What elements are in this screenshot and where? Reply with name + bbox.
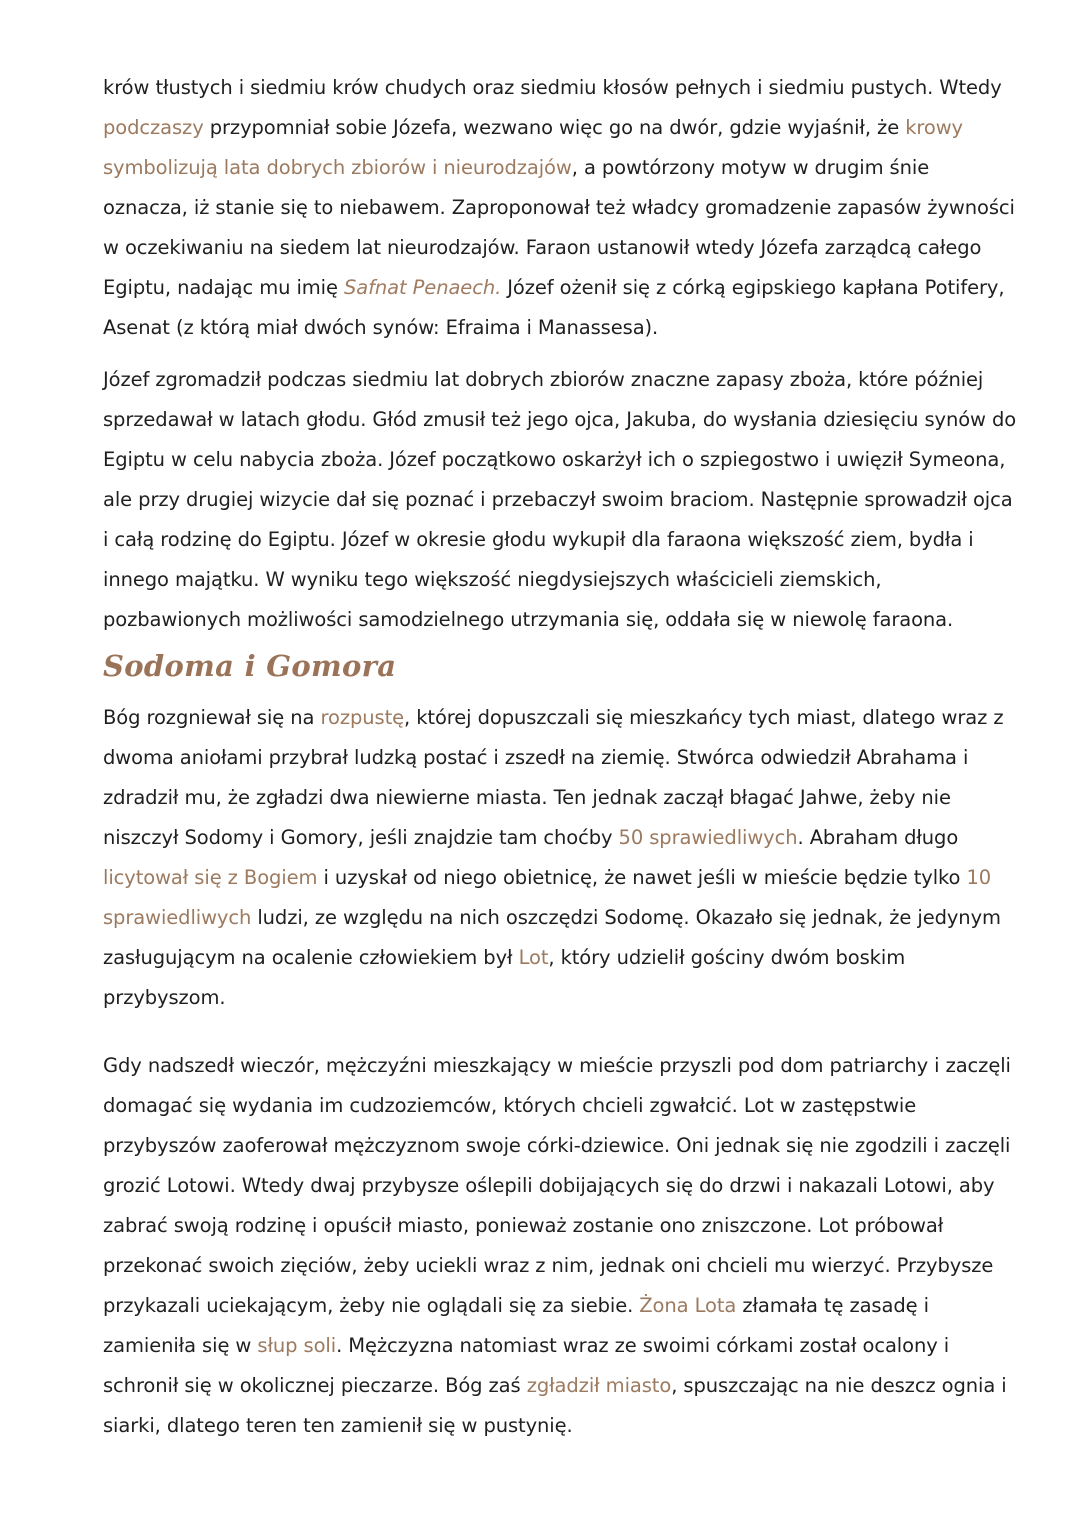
text-run: , a powtórzony motyw w drugim śnie oznacza, iż stanie się to niebawem. Zaproponował też władcy gromadzenie zapasów żywności w oczekiwaniu na siedem lat nieurodzajów. Faraon ustanowił wtedy Józefa zarządcą całego Egiptu, nadając mu imię bbox=[103, 156, 1015, 299]
highlight-licytowal-sie: licytował się z Bogiem bbox=[103, 866, 318, 889]
text-run: krów tłustych i siedmiu krów chudych oraz siedmiu kłosów pełnych i siedmiu pustych. Wtedy bbox=[103, 76, 1002, 99]
section-heading-sodoma-i-gomora: Sodoma i Gomora bbox=[103, 649, 397, 683]
text-run: i uzyskał od niego obietnicę, że nawet jeśli w mieście będzie tylko bbox=[317, 866, 967, 889]
highlight-safnat-penaech: Safnat Penaech. bbox=[344, 276, 502, 299]
document-content bbox=[103, 68, 1018, 1446]
highlight-rozpuste: rozpustę bbox=[320, 706, 405, 729]
text-run: złamała tę zasadę i zamieniła się w bbox=[103, 1294, 929, 1357]
text-run: , spuszczając na nie deszcz ognia i siarki, dlatego teren ten zamienił się w pustynię. bbox=[103, 1374, 1007, 1437]
text-run: . Abraham długo bbox=[797, 826, 959, 849]
paragraph-sodom-destruction bbox=[103, 1046, 1018, 1446]
highlight-krowy-symbolizuja: krowy symbolizują lata dobrych zbiorów i nieurodzajów bbox=[103, 116, 963, 179]
paragraph-joseph-dreams bbox=[103, 68, 1018, 348]
paragraph-sodom-abraham bbox=[103, 698, 1018, 1018]
text-run: przypomniał sobie Józefa, wezwano więc go na dwór, gdzie wyjaśnił, że bbox=[203, 116, 906, 139]
text-run: Gdy nadszedł wieczór, mężczyźni mieszkający w mieście przyszli pod dom patriarchy i zaczęli domagać się wydania im cudzoziemców, których chcieli zgwałcić. Lot w zastępstwie przybyszów zaoferował mężczyznom swoje córki-dziewice. Oni jednak się nie zgodzili i zaczęli grozić Lotowi. Wtedy dwaj przybysze oślepili dobijających się do drzwi i nakazali Lotowi, aby zabrać swoją rodzinę i opuścił miasto, ponieważ zostanie ono zniszczone. Lot próbował przekonać swoich zięciów, żeby uciekli wraz z nim, jednak oni chcieli mu wierzyć. Przybysze przykazali uciekającym, żeby nie oglądali się za siebie. bbox=[103, 1054, 1011, 1317]
highlight-zona-lota: Żona Lota bbox=[639, 1294, 737, 1317]
text-run: , której dopuszczali się mieszkańcy tych miast, dlatego wraz z dwoma aniołami przybrał ludzką postać i zszedł na ziemię. Stwórca odwiedził Abrahama i zdradził mu, że zgładzi dwa niewierne miasta. Ten jednak zaczął błagać Jahwe, żeby nie niszczył Sodomy i Gomory, jeśli znajdzie tam choćby bbox=[103, 706, 1004, 849]
text-run: , który udzielił gościny dwóm boskim przybyszom. bbox=[103, 946, 906, 1009]
highlight-podczaszy: podczaszy bbox=[103, 116, 204, 139]
text-run: Józef zgromadził podczas siedmiu lat dobrych zbiorów znaczne zapasy zboża, które później sprzedawał w latach głodu. Głód zmusił też jego ojca, Jakuba, do wysłania dziesięciu synów do Egiptu w celu nabycia zboża. Józef początkowo oskarżył ich o szpiegostwo i uwięził Symeona, ale przy drugiej wizycie dał się poznać i przebaczył swoim braciom. Następnie sprowadził ojca i całą rodzinę do Egiptu. Józef w okresie głodu wykupił dla faraona większość ziem, bydła i innego majątku. W wyniku tego większość niegdysiejszych właścicieli ziemskich, pozbawionych możliwości samodzielnego utrzymania się, oddała się w niewolę faraona. bbox=[103, 368, 1017, 631]
highlight-slup-soli: słup soli bbox=[257, 1334, 337, 1357]
paragraph-joseph-famine bbox=[103, 360, 1018, 640]
highlight-lot: Lot bbox=[518, 946, 549, 969]
text-run: Józef ożenił się z córką egipskiego kapłana Potifery, Asenat (z którą miał dwóch synów: Efraima i Manassesa). bbox=[103, 276, 1005, 339]
highlight-10-sprawiedliwych: 10 sprawiedliwych bbox=[103, 866, 992, 929]
text-run: ludzi, ze względu na nich oszczędzi Sodomę. Okazało się jednak, że jedynym zasługującym na ocalenie człowiekiem był bbox=[103, 906, 1001, 969]
highlight-zgladzil-miasto: zgładził miasto bbox=[526, 1374, 672, 1397]
highlight-50-sprawiedliwych: 50 sprawiedliwych bbox=[618, 826, 798, 849]
text-run: Bóg rozgniewał się na bbox=[103, 706, 321, 729]
text-run: . Mężczyzna natomiast wraz ze swoimi córkami został ocalony i schronił się w okolicznej pieczarze. Bóg zaś bbox=[103, 1334, 950, 1397]
